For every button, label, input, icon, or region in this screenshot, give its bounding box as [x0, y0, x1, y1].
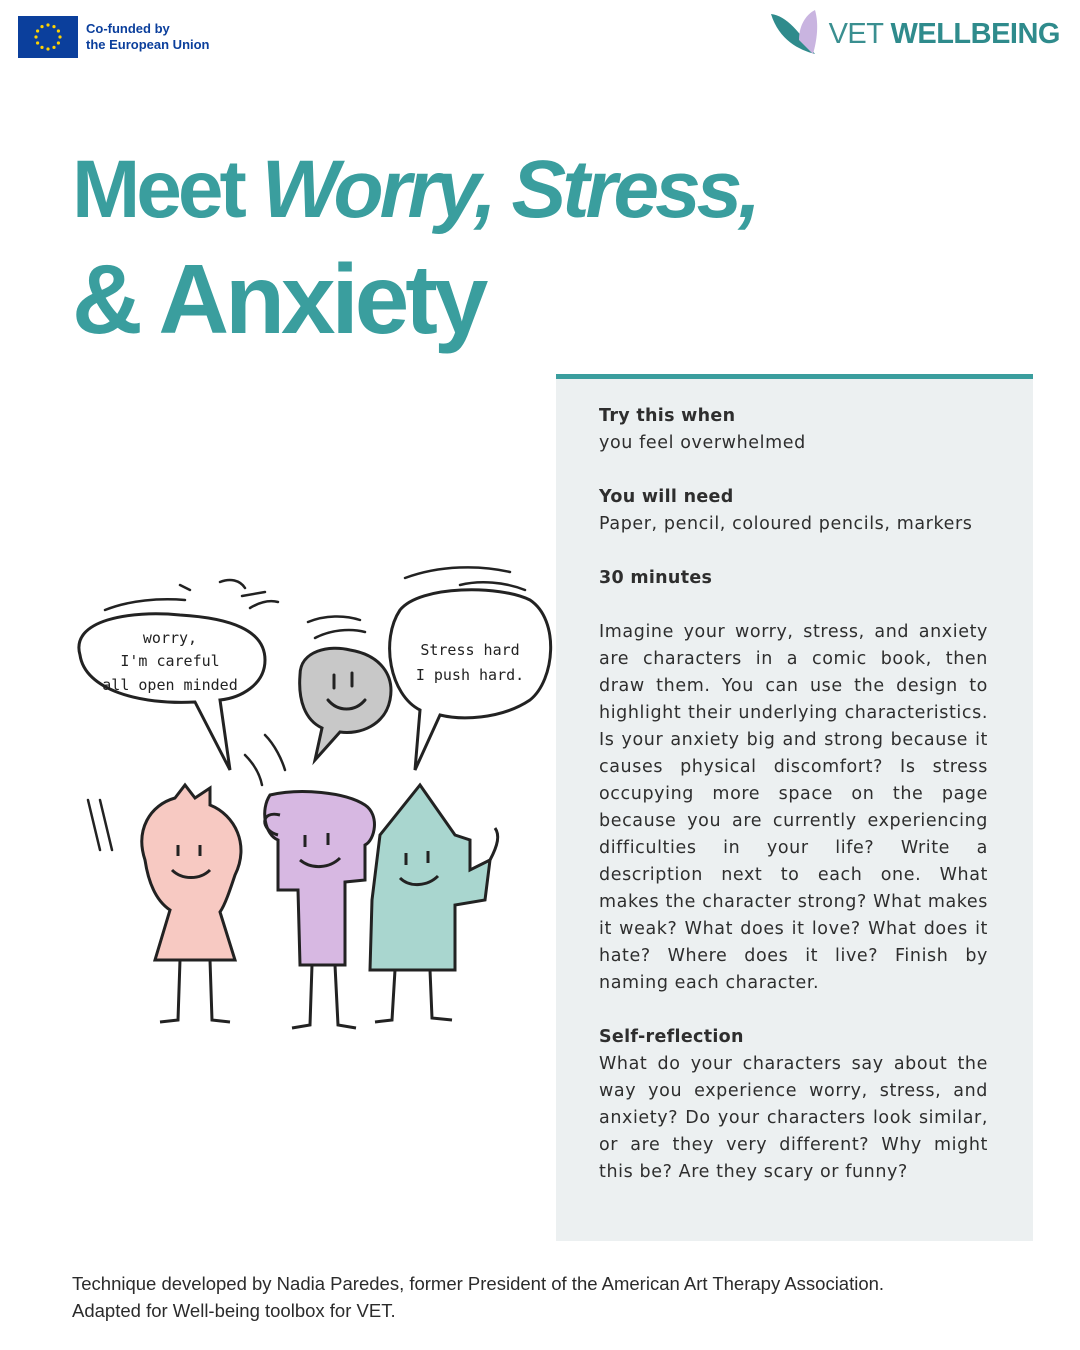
description-section	[599, 619, 988, 997]
teal-character	[370, 785, 498, 1022]
self-reflection-text: What do your characters say about the way you experience worry, stress, and anxiety? Do your characters look similar, or are they very different? Why might this be? Are they scary or funny?	[599, 1054, 988, 1182]
bubble-right-line1: Stress hard	[420, 641, 520, 659]
instruction-panel	[556, 374, 1033, 1241]
bubble-left-line1: worry,	[142, 629, 198, 647]
title-worry-stress: Worry, Stress,	[261, 144, 758, 235]
eu-text-line2: the European Union	[86, 37, 210, 52]
title-line-1	[72, 140, 757, 240]
brand-bold-text: WELLBEING	[890, 17, 1060, 50]
eu-flag-icon	[18, 16, 78, 58]
bubble-left-line3: all open minded	[102, 676, 238, 694]
page-title	[72, 140, 757, 354]
purple-character	[265, 792, 375, 1028]
speech-bubble-grey	[300, 648, 391, 760]
footer-line2: Adapted for Well-being toolbox for VET.	[72, 1300, 396, 1321]
footer-line1: Technique developed by Nadia Paredes, former President of the American Art Therapy Association.	[72, 1273, 885, 1294]
bubble-left-line2: I'm careful	[120, 652, 220, 670]
activity-description: Imagine your worry, stress, and anxiety are characters in a comic book, then draw them. You can use the design to highlight their underlying characteristics. Is your anxiety big and strong because it causes physical discomfort? Is stress occupying more space on the page because you are currently experiencing difficulties in your life? Write a description next to each one. What makes the character strong? What makes it weak? What does it love? What does it hate? Where does it live? Finish by naming each character.	[599, 622, 988, 993]
eu-text-line1: Co-funded by	[86, 21, 170, 36]
try-when-heading: Try this when	[599, 406, 736, 426]
eu-cofunded-text	[86, 21, 210, 53]
try-when-section	[599, 403, 988, 457]
vet-wellbeing-logo	[769, 10, 1060, 58]
you-will-need-text: Paper, pencil, coloured pencils, markers	[599, 514, 973, 534]
self-reflection-heading: Self-reflection	[599, 1027, 744, 1047]
eu-cofunded-logo	[18, 16, 210, 58]
bubble-right-line2: I push hard.	[415, 666, 525, 684]
title-meet: Meet	[72, 144, 262, 235]
try-when-text: you feel overwhelmed	[599, 433, 806, 453]
duration-label: 30 minutes	[599, 568, 713, 588]
duration-section	[599, 565, 988, 592]
you-will-need-heading: You will need	[599, 487, 734, 507]
self-reflection-section	[599, 1024, 988, 1186]
characters-illustration	[60, 560, 560, 1050]
title-line-2: & Anxiety	[72, 244, 485, 354]
brand-light-text: VET	[828, 17, 891, 50]
vet-wellbeing-wordmark	[829, 18, 1060, 51]
leaf-icon	[769, 10, 825, 58]
instruction-content	[599, 403, 988, 1213]
footer-credit	[72, 1270, 884, 1324]
pink-character	[142, 785, 241, 1022]
you-will-need-section	[599, 484, 988, 538]
